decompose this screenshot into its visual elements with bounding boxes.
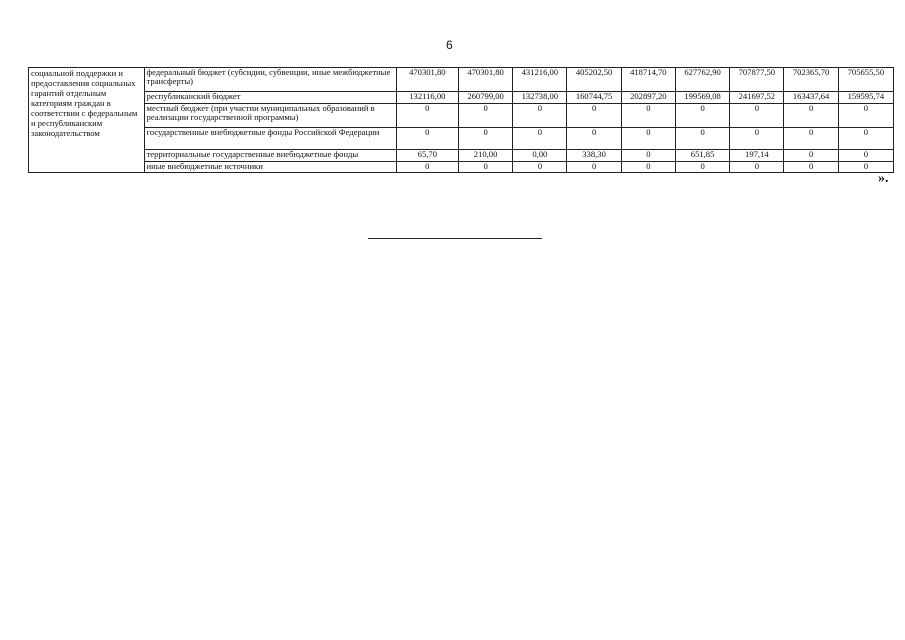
value-cell: 0 [396, 104, 458, 128]
value-cell: 65,70 [396, 150, 458, 162]
value-cell: 0 [513, 162, 567, 173]
value-cell: 0 [513, 128, 567, 150]
table-row [29, 92, 894, 104]
value-cell: 210,00 [458, 150, 512, 162]
table-row [29, 128, 894, 150]
value-cell: 0 [838, 162, 893, 173]
value-cell: 0 [675, 162, 729, 173]
value-cell: 0 [567, 162, 621, 173]
value-cell: 418714,70 [621, 68, 675, 92]
value-cell: 0 [458, 162, 512, 173]
value-cell: 241697,52 [730, 92, 784, 104]
value-cell: 0 [784, 162, 838, 173]
source-label: республиканский бюджет [144, 92, 396, 104]
value-cell: 132738,00 [513, 92, 567, 104]
value-cell: 0 [458, 104, 512, 128]
value-cell: 470301,80 [396, 68, 458, 92]
table-row [29, 162, 894, 173]
page-number: 6 [446, 38, 453, 52]
source-label: местный бюджет (при участии муниципальных образований в реализации государственной программы) [144, 104, 396, 128]
value-cell: 0 [838, 128, 893, 150]
table-row [29, 68, 894, 92]
value-cell: 405202,50 [567, 68, 621, 92]
value-cell: 0 [838, 150, 893, 162]
closing-quote-mark: ». [878, 171, 889, 186]
source-label: федеральный бюджет (субсидии, субвенции, иные межбюджетные трансферты) [144, 68, 396, 92]
value-cell: 0 [838, 104, 893, 128]
subject-cell: социальной поддержки и предоставления социальных гарантий отдельным категориям граждан в соответствии с федеральным и республиканским законодательством [29, 68, 145, 173]
value-cell: 0 [675, 104, 729, 128]
value-cell: 260799,00 [458, 92, 512, 104]
value-cell: 197,14 [730, 150, 784, 162]
value-cell: 0 [396, 162, 458, 173]
value-cell: 0 [730, 162, 784, 173]
value-cell: 0 [621, 104, 675, 128]
value-cell: 627762,90 [675, 68, 729, 92]
separator-line [368, 238, 542, 239]
value-cell: 0 [513, 104, 567, 128]
value-cell: 702365,70 [784, 68, 838, 92]
value-cell: 0 [567, 104, 621, 128]
value-cell: 0 [784, 104, 838, 128]
value-cell: 0 [567, 128, 621, 150]
value-cell: 470301,80 [458, 68, 512, 92]
value-cell: 0 [458, 128, 512, 150]
value-cell: 163437,64 [784, 92, 838, 104]
table-row [29, 150, 894, 162]
value-cell: 707877,50 [730, 68, 784, 92]
value-cell: 0,00 [513, 150, 567, 162]
value-cell: 651,85 [675, 150, 729, 162]
value-cell: 0 [730, 104, 784, 128]
value-cell: 0 [730, 128, 784, 150]
value-cell: 159595,74 [838, 92, 893, 104]
value-cell: 0 [784, 128, 838, 150]
value-cell: 199569,08 [675, 92, 729, 104]
source-label: иные внебюджетные источники [144, 162, 396, 173]
value-cell: 338,30 [567, 150, 621, 162]
value-cell: 431216,00 [513, 68, 567, 92]
value-cell: 202897,20 [621, 92, 675, 104]
value-cell: 0 [675, 128, 729, 150]
value-cell: 0 [396, 128, 458, 150]
value-cell: 160744,75 [567, 92, 621, 104]
value-cell: 705655,50 [838, 68, 893, 92]
budget-table [28, 67, 894, 173]
table-row [29, 104, 894, 128]
source-label: территориальные государственные внебюджетные фонды [144, 150, 396, 162]
value-cell: 0 [621, 162, 675, 173]
value-cell: 0 [784, 150, 838, 162]
value-cell: 132116,00 [396, 92, 458, 104]
value-cell: 0 [621, 128, 675, 150]
source-label: государственные внебюджетные фонды Российской Федерации [144, 128, 396, 150]
value-cell: 0 [621, 150, 675, 162]
